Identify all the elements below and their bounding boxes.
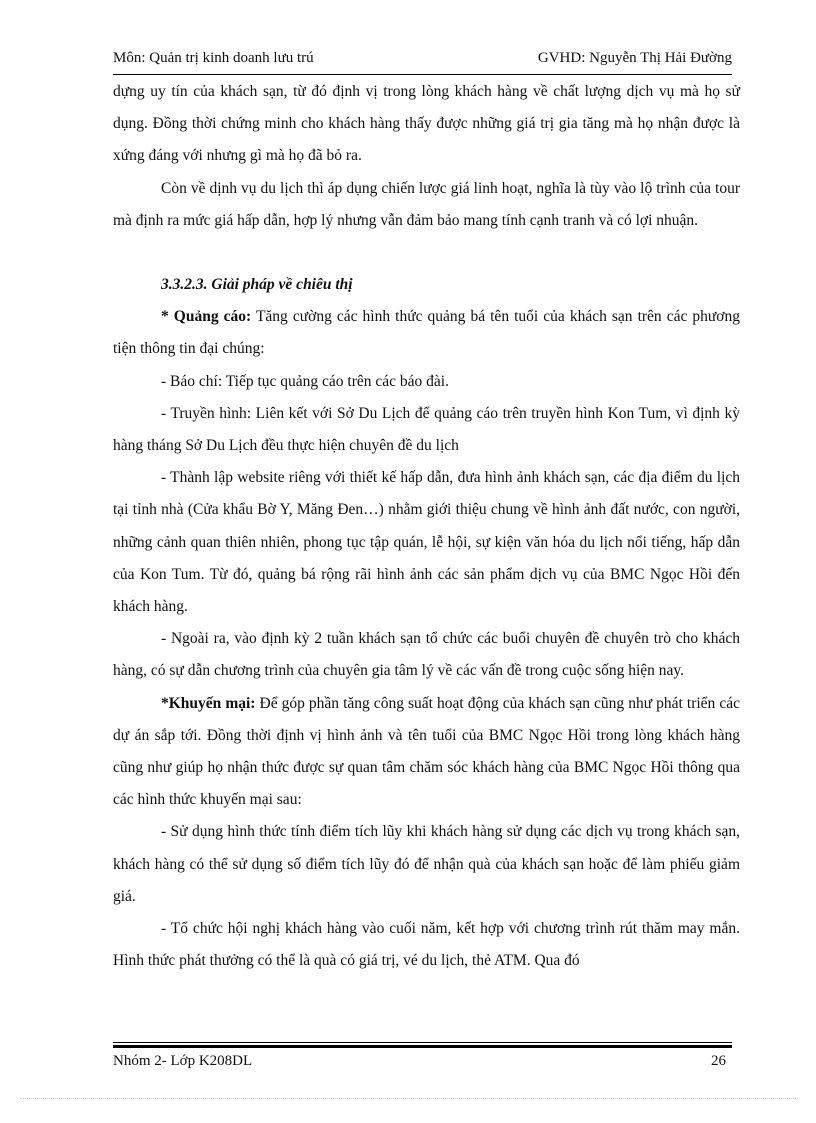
bullet-press: - Báo chí: Tiếp tục quảng cáo trên các báo đài. (161, 372, 449, 390)
header-divider (113, 74, 732, 75)
footer-divider-thin (113, 1042, 732, 1043)
document-body (113, 76, 740, 977)
header-subject: Môn: Quản trị kinh doanh lưu trú (113, 50, 314, 66)
page-header (113, 50, 732, 72)
bullet-website: - Thành lập website riêng với thiết kế hấp dẫn, đưa hình ảnh khách sạn, các địa điểm du lịch tại tỉnh nhà (Cửa khẩu Bờ Y, Măng Đen…) nhằm giới thiệu chung về hình ảnh đất nước, con người, những cảnh quan thiên nhiên, phong tục tập quán, lễ hội, sự kiện văn hóa du lịch nổi tiếng, hấp dẫn của Kon Tum. Từ đó, quảng bá rộng rãi hình ảnh các sản phẩm dịch vụ của BMC Ngọc Hồi đến khách hàng. (113, 469, 740, 616)
footer-group: Nhóm 2- Lớp K208DL (113, 1053, 253, 1069)
page-boundary (20, 1098, 796, 1099)
promotion-label: *Khuyến mại: (161, 694, 256, 712)
promotion-text: Để góp phần tăng công suất hoạt động của khách sạn cũng như phát triển các dự án sắp tới. Đồng thời định vị hình ảnh và tên tuổi của BMC Ngọc Hồi trong lòng khách hàng cũng như giúp họ nhận thức được sự quan tâm chăm sóc khách hàng của BMC Ngọc Hồi thông qua các hình thức khuyến mại sau: (113, 694, 740, 809)
bullet-talk-shows: - Ngoài ra, vào định kỳ 2 tuần khách sạn tổ chức các buổi chuyên đề chuyên trò cho khách hàng, có sự dẫn chương trình của chuyên gia tâm lý về các vấn đề trong cuộc sống hiện nay. (113, 630, 740, 680)
paragraph-pricing: Còn về dịnh vụ du lịch thì áp dụng chiến lược giá linh hoạt, nghĩa là tùy vào lộ trình của tour mà định ra mức giá hấp dẫn, hợp lý nhưng vẫn đảm bảo mang tính cạnh tranh và có lợi nhuận. (113, 179, 740, 229)
page-footer (113, 1053, 732, 1075)
section-heading: 3.3.2.3. Giải pháp về chiêu thị (161, 276, 353, 294)
spacer (113, 237, 740, 269)
bullet-loyalty-points: - Sử dụng hình thức tính điểm tích lũy khi khách hàng sử dụng các dịch vụ trong khách sạn, khách hàng có thể sử dụng số điểm tích lũy đó để nhận quà của khách sạn hoặc để làm phiếu giảm giá. (113, 823, 740, 905)
bullet-television: - Truyền hình: Liên kết với Sở Du Lịch để quảng cáo trên truyền hình Kon Tum, vì định kỳ hàng tháng Sở Du Lịch đều thực hiện chuyên đề du lịch (113, 404, 740, 455)
page-number: 26 (711, 1053, 726, 1069)
bullet-customer-conference: - Tổ chức hội nghị khách hàng vào cuối năm, kết hợp với chương trình rút thăm may mắn. Hình thức phát thưởng có thể là quà có giá trị, vé du lịch, thẻ ATM. Qua đó (113, 920, 740, 970)
paragraph-continuation: dựng uy tín của khách sạn, từ đó định vị trong lòng khách hàng về chất lượng dịch vụ mà họ sử dụng. Đồng thời chứng minh cho khách hàng thấy được những giá trị gia tăng mà họ nhận được là xứng đáng với nhưng gì mà họ đã bỏ ra. (113, 83, 740, 165)
advertising-label: * Quảng cáo: (161, 308, 252, 326)
header-instructor: GVHD: Nguyễn Thị Hải Đường (537, 50, 732, 66)
footer-divider-thick (113, 1045, 732, 1048)
advertising-text: Tăng cường các hình thức quảng bá tên tuổi của khách sạn trên các phương tiện thông tin đại chúng: (113, 308, 740, 358)
paragraph-advertising (113, 301, 740, 365)
paragraph-promotion (113, 688, 740, 817)
